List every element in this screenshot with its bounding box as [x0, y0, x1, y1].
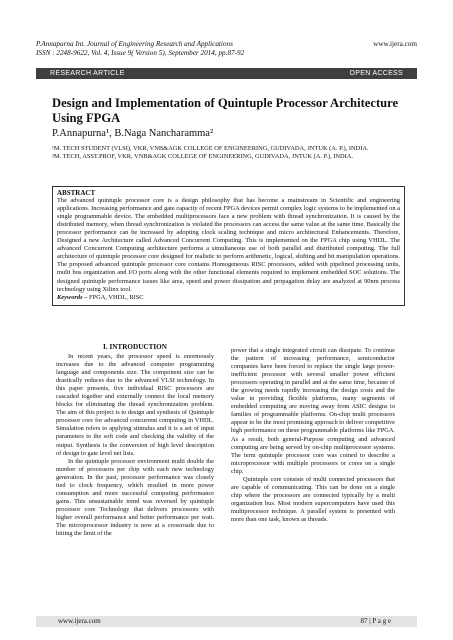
affiliations [52, 145, 405, 161]
paper-title: Design and Implementation of Quintuple Processor Architecture Using FPGA [52, 96, 399, 125]
abstract-box [52, 186, 405, 306]
keywords-label: Keywords – [57, 293, 88, 301]
footer-website: www.ijera.com [58, 617, 101, 625]
abstract-heading: ABSTRACT [57, 189, 96, 197]
affiliation-1: ¹M. TECH STUDENT (VLSI), VKR, VNB&AGK COLLEGE OF ENGINEERING, GUDIVADA, JNTUK (A. P.), INDIA. [52, 145, 369, 152]
research-article-label: RESEARCH ARTICLE [50, 70, 125, 77]
page-header [36, 40, 417, 58]
body-paragraph: power that a single integrated circuit can dissipate. To continue the pattern of increasing performance, semiconductor companies have been forced to replace the single large power-inefficient processor with several smaller power efficient processors operating in parallel and at the same time, because of the growing needs rapidly increasing the design costs and the value in providing flexible platforms, many segments of embedded computing are moving away from ASIC designs to families of programmable platforms. On-chip multi processors appear to be the most promising approach to deliver competitive high performance on these programmable platforms like FPGA. As a result, both general-Purpose computing and advanced computing are being served by on-chip multiprocessor systems. The term quintuple processor core was coined to describe a microprocessor with multiple processors or cores on a single chip. [231, 347, 395, 475]
right-column [231, 347, 395, 524]
page-number: 87 | P a g e [360, 617, 391, 625]
journal-website: www.ijera.com [373, 40, 417, 48]
author-list: P.Annapurna¹, B.Naga Nancharamma² [52, 128, 214, 139]
body-paragraph: In the quintuple processor environment multi double the number of processors per chip with each new technology generation. In the past, processor performance was closely tied to clock frequency, which resulted in more power consumption and more successful computing performance gains. This unsustainable trend was reversed by quintuple processor core Technology that delivers processors with higher overall performance and better performance per watt. The microprocessor industry is now at a crossroads due to hitting the limit of the [56, 457, 214, 538]
abstract-text: The advanced quintuple processor core is a design philosophy that has become a mainstream in Scientific and engineering applications. Increasing performance and gate capacity of recent FPGA devices permit complex logic systems to be implemented on a single programmable device. The embedded multiprocessors face a new problem with thread synchronization. It is caused by the distributed memory, when thread synchronization is violated the processors can access the same value at the same time. Basically the processor performance can be increased by adopting clock scaling technique and micro architectural Enhancements. Therefore, Designed a new Architecture called Advanced Concurrent Computing. This is implemented on the FPGA chip using VHDL. The advanced Concurrent Computing architecture performs a simultaneous use of both parallel and distributed computing. The full architecture of quintuple processor core designed for realistic to perform arithmetic, logical, shifting and bit manipulation operations. The proposed advanced quintuple processor core contains Homogeneous RISC processors, added with pipelined processing units, multi bus organization and I/O ports along with the other functional elements required to implement embedded SOC solutions. The designed quintuple performance issues like area, speed and power dissipation and propagation delay are analyzed at 90nm process technology using Xilinx tool. [57, 197, 400, 293]
body-paragraph: Quintuple core consists of multi connected processors that are capable of communicating. This can be done on a single chip where the processors are connected typically by a multi organization bus. Most modern supercomputers have used this multiprocessor technique. A parallel system is presented with more than one task, known as threads. [231, 475, 395, 523]
body-paragraph: In recent years, the processor speed is enormously increases due to the advanced computer programming language and components size. The component size can be drastically reduces due to the advanced VLSI technology. In this paper presents, five individual RISC processors are cascaded together and externally connect the local memory blocks for eliminating the thread synchronization problem. The aim of this project is to design and synthesis of Quintuple processor core for advanced concurrent computing in VHDL. Simulation refers to applying stimulus and it is a set of input parameters to the soft code and checking the validity of the output. Synthesis is the conversion of high level description of design to gate level net lists. [56, 353, 214, 457]
section-heading: I. INTRODUCTION [103, 343, 167, 351]
article-type-banner [36, 68, 417, 79]
journal-name: P.Annapurna Int. Journal of Engineering Research and Applications [36, 40, 233, 48]
keywords-value: FPGA, VHDL, RISC [88, 293, 144, 301]
page-footer [36, 616, 417, 627]
open-access-label: OPEN ACCESS [349, 70, 403, 77]
issn-line: ISSN : 2248-9622, Vol. 4, Issue 9( Version 5), September 2014, pp.87-92 [36, 49, 245, 57]
keywords-line [57, 294, 400, 302]
affiliation-2: ²M. TECH, ASST.PROF, VKR, VNB&AGK COLLEGE OF ENGINEERING, GUDIVADA, JNTUK (A. P.), INDIA. [52, 153, 354, 160]
left-column [56, 343, 214, 538]
